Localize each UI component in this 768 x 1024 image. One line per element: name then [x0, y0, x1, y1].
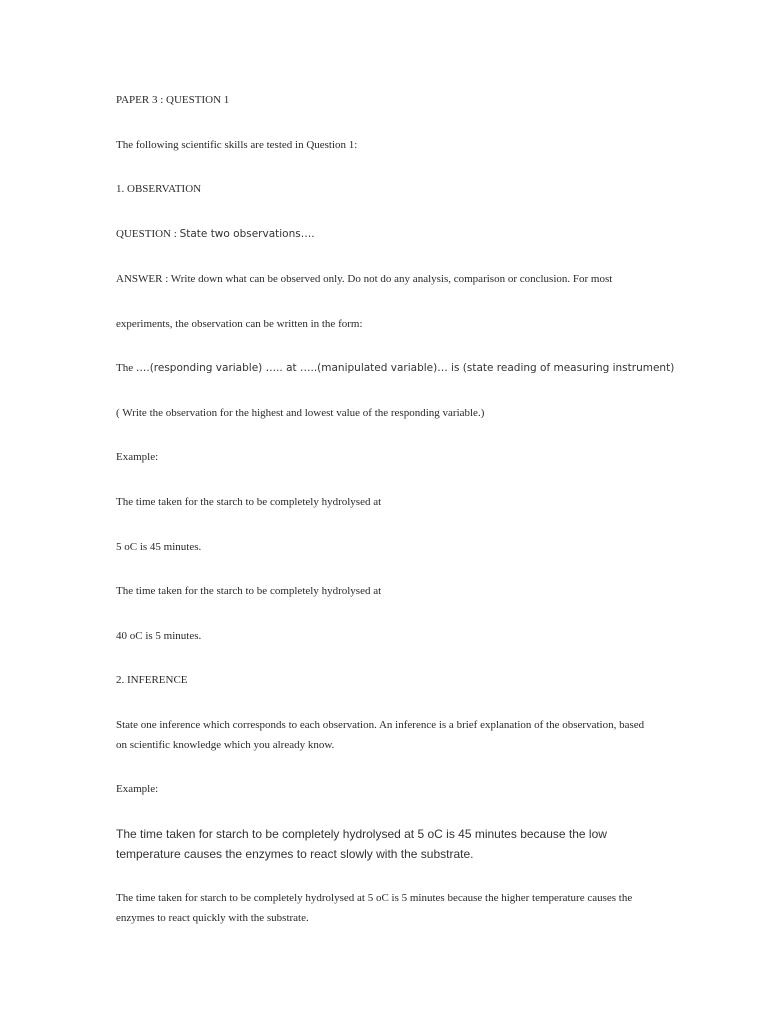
observation-1-line-1: The time taken for the starch to be completely hydrolysed at	[116, 496, 382, 508]
answer-line-2: experiments, the observation can be written in the form:	[116, 318, 363, 330]
question-text: State two observations….	[179, 228, 315, 240]
observation-template	[116, 358, 675, 378]
document-title: PAPER 3 : QUESTION 1	[116, 94, 230, 106]
observation-2-line-1: The time taken for the starch to be completely hydrolysed at	[116, 585, 382, 597]
observation-2-line-2: 40 oC is 5 minutes.	[116, 630, 202, 642]
inference-description: State one inference which corresponds to each observation. An inference is a brief explanation of the observation, based on scientific knowledge which you already know.	[116, 719, 645, 751]
template-text: ….(responding variable) ….. at …..(manipulated variable)… is (state reading of measuring instrument)	[135, 362, 675, 374]
inference-example-2: The time taken for starch to be completely hydrolysed at 5 oC is 5 minutes because the higher temperature causes the enzymes to react quickly with the substrate.	[116, 892, 633, 924]
section-heading-inference: 2. INFERENCE	[116, 674, 188, 686]
template-the: The	[116, 362, 134, 374]
answer-line-1: ANSWER : Write down what can be observed only. Do not do any analysis, comparison or conclusion. For most	[116, 273, 613, 285]
inference-example-1: The time taken for starch to be completely hydrolysed at 5 oC is 45 minutes because the low temperature causes the enzymes to react slowly with the substrate.	[116, 827, 607, 861]
question-label: QUESTION :	[116, 228, 177, 240]
question-line	[116, 224, 652, 244]
example-label-2: Example:	[116, 783, 159, 795]
observation-1-line-2: 5 oC is 45 minutes.	[116, 541, 202, 553]
section-heading-observation: 1. OBSERVATION	[116, 183, 202, 195]
observation-note: ( Write the observation for the highest and lowest value of the responding variable.)	[116, 407, 485, 419]
example-label-1: Example:	[116, 451, 159, 463]
intro-text: The following scientific skills are tested in Question 1:	[116, 139, 358, 151]
